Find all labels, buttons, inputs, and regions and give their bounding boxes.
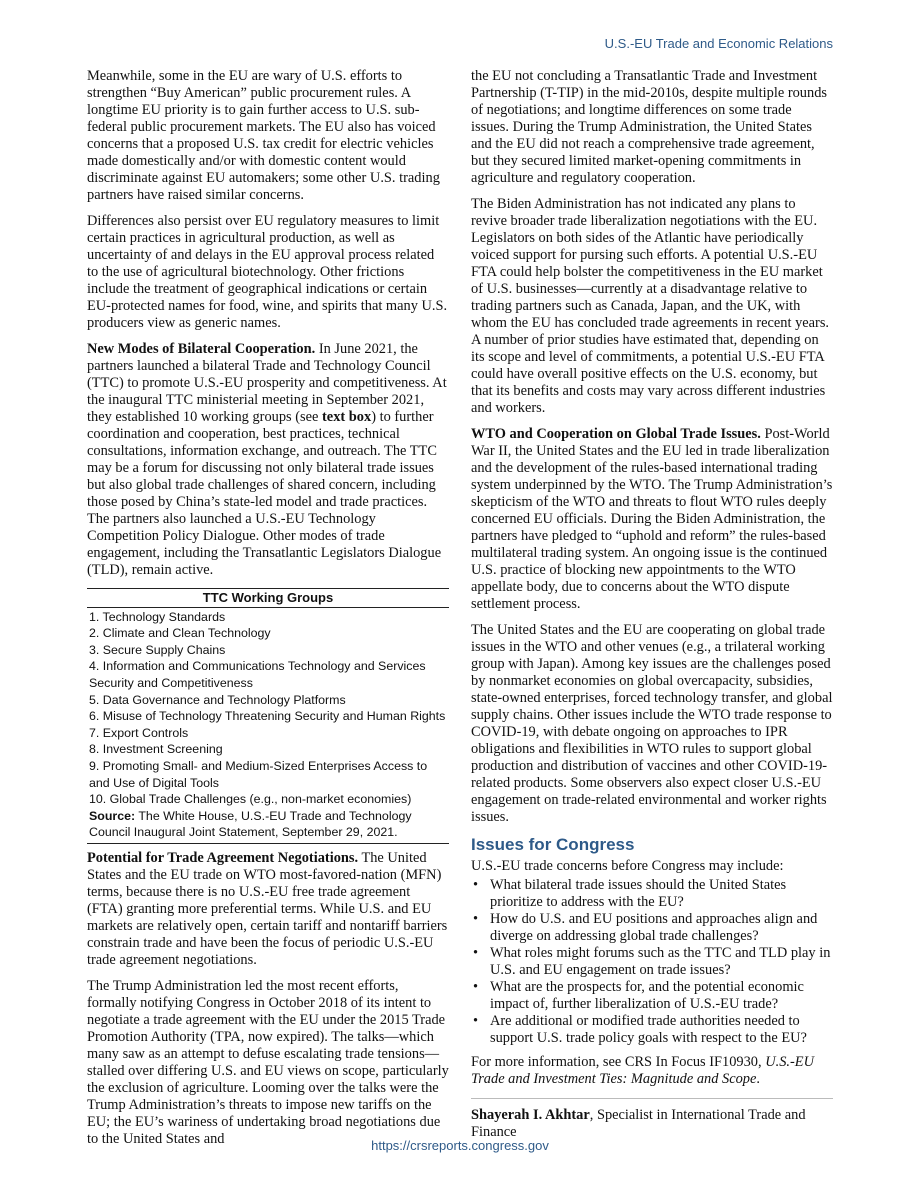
ttc-item: 4. Information and Communications Technology and Services Security and Competitiveness bbox=[89, 659, 426, 690]
paragraph-procurement: Meanwhile, some in the EU are wary of U.S. efforts to strengthen “Buy American” public procurement rules. A longtime EU priority is to gain further access to U.S. sub-federal public procurement markets. The EU also has voiced concerns that a proposed U.S. tax credit for electric vehicles made domestically and/or with domestic content would discriminate against EU automakers; some other U.S. trading partners have raised similar concerns. bbox=[87, 68, 440, 203]
source-citation: The White House, U.S.-EU Trade and Technology Council Inaugural Joint Statement, September 29, 2021. bbox=[89, 808, 412, 840]
paragraph-wto-cooperation: WTO and Cooperation on Global Trade Issues. Post-World War II, the United States and the EU led in trade liberalization and the development of the rules-based international trading system underpinned by the WTO. The Trump Administration’s skepticism of the WTO and threats to flout WTO rules deeply concerned EU officials. During the Biden Administration, the partners have pledged to “uphold and reform” the rules-based multilateral trading system. An ongoing issue is the continued U.S. practice of blocking new appointments to the WTO appellate body, due to concerns about the WTO dispute settlement process. bbox=[471, 426, 833, 612]
ttc-working-groups-box bbox=[87, 588, 449, 844]
list-item: • What bilateral trade issues should the United States prioritize to address with the EU? bbox=[473, 877, 787, 910]
paragraph-global-trade-issues: The United States and the EU are cooperating on global trade issues in the WTO and other venues (e.g., a trilateral working group with Japan). Among key issues are the challenges posed by nonmarket economies on global overcapacity, subsidies, state-owned enterprises, forced technology transfer, and global supply chains. Other issues include the WTO trade response to COVID-19, with debate ongoing on approaches to IPR obligations and flexibilities in WTO rules to support global production and distribution of vaccines and other COVID-19-related products. Some observers also expect closer U.S.-EU engagement on trade-related environmental and worker rights issues. bbox=[471, 622, 833, 825]
ttc-item: 8. Investment Screening bbox=[89, 742, 223, 757]
ttc-item: 1. Technology Standards bbox=[89, 609, 226, 624]
paragraph-regulatory-differences: Differences also persist over EU regulatory measures to limit certain practices in agricultural production, as well as uncertainty of and delays in the EU approval process related to the use of agricultural biotechnology. Other frictions include the treatment of geographical indications or certain EU-protected names for food, wine, and spirits that many U.S. producers view as generic names. bbox=[87, 213, 448, 331]
left-column bbox=[87, 68, 449, 1157]
running-header-title: U.S.-EU Trade and Economic Relations bbox=[604, 36, 833, 51]
ttc-item: 3. Secure Supply Chains bbox=[89, 642, 226, 657]
bullet-dot-icon: • bbox=[473, 1013, 479, 1029]
author-divider bbox=[471, 1098, 833, 1099]
bullet-dot-icon: • bbox=[473, 877, 479, 893]
list-item: • Are additional or modified trade authorities needed to support U.S. trade policy goals with respect to the EU? bbox=[473, 1013, 807, 1046]
paragraph-bilateral-cooperation: New Modes of Bilateral Cooperation. In June 2021, the partners launched a bilateral Trade and Technology Council (TTC) to promote U.S.-EU prosperity and competitiveness. At the inaugural TTC ministerial meeting in September 2021, they established 10 working groups (see text box) to further coordination and cooperation, best practices, technical consultations, information exchange, and outreach. The TTC may be a forum for discussing not only bilateral trade issues but also global trade challenges of shared concern, including those posed by China’s state-led model and trade practices. The partners also launched a U.S.-EU Technology Competition Policy Dialogue. Other modes of trade engagement, including the Transatlantic Legislators Dialogue (TLD), remain active. bbox=[87, 341, 447, 578]
text-box-reference: text box bbox=[322, 409, 372, 425]
bullet-dot-icon: • bbox=[473, 945, 479, 961]
ttc-item: 6. Misuse of Technology Threatening Security and Human Rights bbox=[89, 709, 446, 724]
ttc-item: 7. Export Controls bbox=[89, 725, 189, 740]
paragraph-trade-agreement-negotiations: Potential for Trade Agreement Negotiations. The United States and the EU trade on WTO most-favored-nation (MFN) terms, because there is no U.S.-EU free trade agreement (FTA) granting more preferential terms. While U.S. and EU markets are relatively open, certain tariff and nontariff barriers constrain trade and have been the focus of periodic U.S.-EU trade agreement negotiations. bbox=[87, 849, 448, 968]
ttc-item: 5. Data Governance and Technology Platforms bbox=[89, 692, 346, 707]
list-item: • How do U.S. and EU positions and approaches align and diverge on addressing global trade challenges? bbox=[473, 911, 818, 944]
report-title-link: U.S.-EU Trade and Investment Ties: Magnitude and Scope bbox=[471, 1054, 814, 1087]
run-in-heading-bilateral: New Modes of Bilateral Cooperation. bbox=[87, 341, 316, 357]
run-in-heading-wto: WTO and Cooperation on Global Trade Issues. bbox=[471, 426, 761, 442]
footer-url-link[interactable]: https://crsreports.congress.gov bbox=[371, 1138, 549, 1153]
run-in-heading-negotiations: Potential for Trade Agreement Negotiations. bbox=[87, 849, 359, 866]
issues-bullet-list bbox=[471, 877, 833, 1047]
author-title: , Specialist in International Trade and Finance bbox=[471, 1107, 806, 1140]
ttc-working-groups-list bbox=[87, 608, 449, 808]
right-column bbox=[471, 68, 833, 1150]
list-item: • What are the prospects for, and the potential economic impact of, further liberalization of U.S.-EU trade? bbox=[473, 979, 804, 1012]
paragraph-ttip: the EU not concluding a Transatlantic Trade and Investment Partnership (T-TIP) in the mid-2010s, despite multiple rounds of negotiations; and longtime differences on some trade issues. During the Trump Administration, the United States and the EU did not reach a comprehensive trade agreement, but they secured limited market-opening commitments in agriculture and regulatory cooperation. bbox=[471, 68, 827, 186]
ttc-box-source bbox=[89, 808, 447, 841]
list-item: • What roles might forums such as the TTC and TLD play in U.S. and EU engagement on trade issues? bbox=[473, 945, 831, 978]
ttc-item: 10. Global Trade Challenges (e.g., non-market economies) bbox=[89, 792, 412, 807]
ttc-item: 9. Promoting Small- and Medium-Sized Enterprises Access to and Use of Digital Tools bbox=[89, 758, 428, 790]
author-line bbox=[471, 1107, 833, 1141]
bullet-dot-icon: • bbox=[473, 911, 479, 927]
ttc-box-title: TTC Working Groups bbox=[87, 589, 449, 608]
source-label: Source: bbox=[89, 808, 136, 823]
paragraph-biden-administration: The Biden Administration has not indicated any plans to revive broader trade liberalization negotiations with the EU. Legislators on both sides of the Atlantic have periodically voiced support for pursing such efforts. A potential U.S.-EU FTA could help bolster the competitiveness in the EU market of U.S. businesses—currently at a disadvantage relative to trading partners such as Canada, Japan, and the UK, with whom the EU has concluded trade agreements in recent years. A number of prior studies have estimated that, depending on its scope and level of commitments, a potential U.S.-EU FTA could have overall positive effects on the U.S. economy, but that its benefits and costs may vary across different industries and workers. bbox=[471, 196, 830, 416]
ttc-item: 2. Climate and Clean Technology bbox=[89, 626, 271, 641]
paragraph-more-information: For more information, see CRS In Focus IF10930, U.S.-EU Trade and Investment Ties: Magnitude and Scope. bbox=[471, 1054, 814, 1087]
section-heading-issues-for-congress: Issues for Congress bbox=[471, 835, 635, 854]
issues-intro: U.S.-EU trade concerns before Congress may include: bbox=[471, 858, 784, 874]
author-name: Shayerah I. Akhtar bbox=[471, 1107, 590, 1123]
bullet-dot-icon: • bbox=[473, 979, 479, 995]
paragraph-trump-administration: The Trump Administration led the most recent efforts, formally notifying Congress in October 2018 of its intent to negotiate a trade agreement with the EU under the 2015 Trade Promotion Authority (TPA, now expired). The talks—which many saw as an attempt to defuse escalating trade tensions—stalled over differing U.S. and EU views on scope, particularly the exclusion of agriculture. Looming over the talks were the Trump Administration’s threats to impose new tariffs on the EU; the EU’s wariness of undertaking broad negotiations due to the United States and bbox=[87, 977, 449, 1147]
